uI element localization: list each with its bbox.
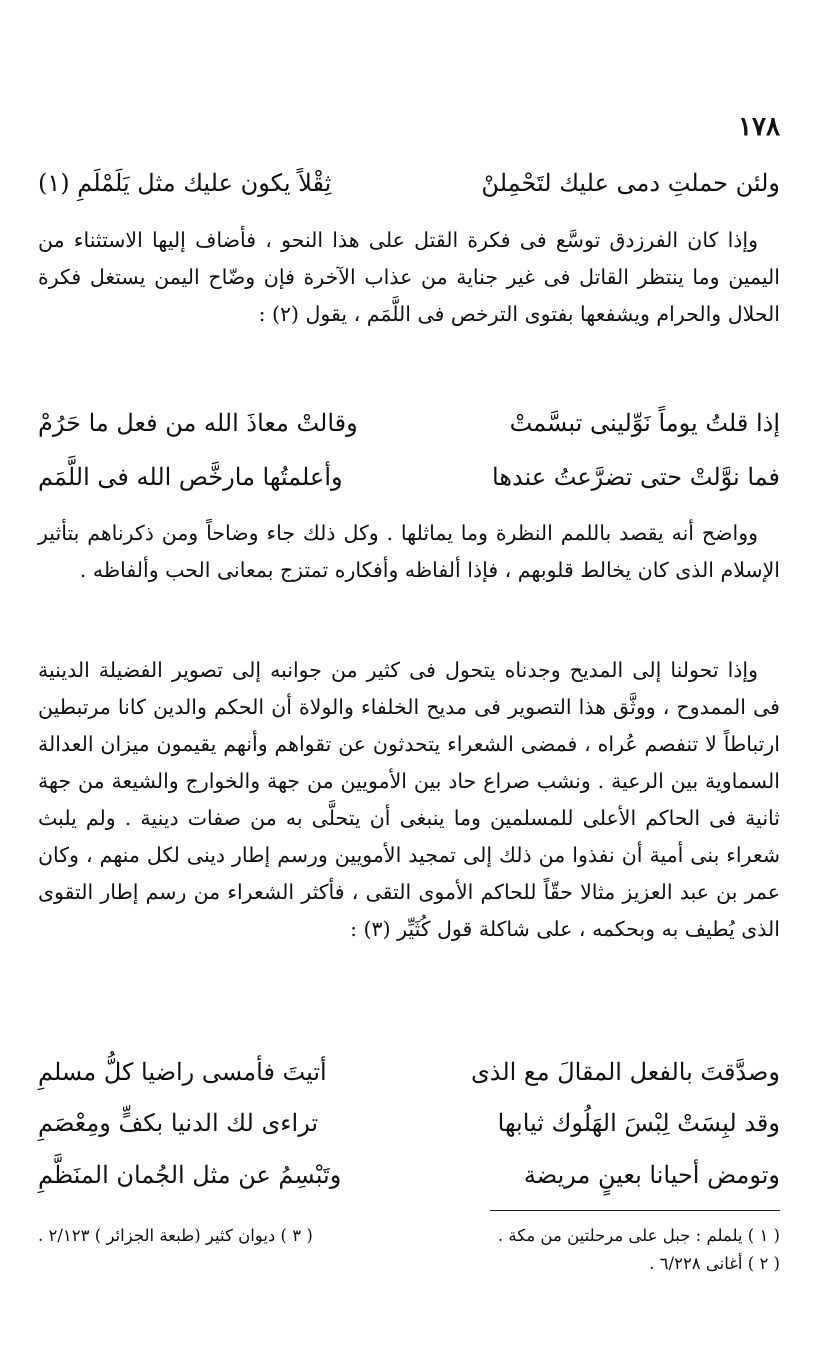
book-page	[38, 0, 780, 1363]
footnote-divider	[490, 1210, 780, 1211]
verse-hemistich-second: وتَبْسِمُ عن مثل الجُمان المنَظَّمِ	[38, 1161, 342, 1190]
verse-hemistich-first: إذا قلتُ يوماً نَوِّلينى تبسَّمتْ	[509, 409, 780, 438]
verse-line	[38, 158, 780, 210]
paragraph-text: وإذا تحولنا إلى المديح وجدناه يتحول فى كثير من جوانبه إلى تصوير الفضيلة الدينية فى الممدوح ، ووثَّق هذا التصوير فى مديح الخلفاء والولاة أن الحكم والدين كانا مرتبطين ارتباطاً لا تنفصم عُراه ، فمضى الشعراء يتحدثون عن تقواهم وأنهم يقيمون ميزان العدالة السماوية بين الرعية . ونشب صراع حاد بين الأمويين من جهة والخوارج والشيعة من جهة ثانية فى الحاكم الأعلى للمسلمين وما ينبغى أن يتحلَّى به من صفات دينية . ولم يلبث شعراء بنى أمية أن نفذوا من ذلك إلى تمجيد الأمويين ورسم إطار دينى لكل منهم ، وكان عمر بن عبد العزيز مثالا حقّاً للحاكم الأموى التقى ، فأكثر الشعراء من رسم إطار التقوى الذى يُطيف به وبحكمه ، على شاكلة قول كُثَيِّر (٣) :	[38, 658, 780, 941]
footnote-3: ( ٣ ) ديوان كثير (طبعة الجزائر ) ٢/١٢٣ .	[38, 1226, 313, 1245]
verse-hemistich-first: وتومض أحيانا بعينٍ مريضة	[523, 1161, 780, 1190]
verse-hemistich-second: وقالتْ معاذَ الله من فعل ما حَرُمْ	[38, 409, 358, 438]
verse-line	[38, 1150, 780, 1202]
verse-line	[38, 1047, 780, 1099]
verse-hemistich-first: فما نوَّلتْ حتى تضرَّعتُ عندها	[492, 463, 780, 492]
paragraph-1	[38, 222, 780, 333]
verse-hemistich-second: أتيتَ فأمسى راضيا كلُّ مسلمِ	[38, 1058, 327, 1087]
footnote-2: ( ٢ ) أغانى ٦/٢٢٨ .	[649, 1254, 780, 1273]
paragraph-text: وإذا كان الفرزدق توسَّع فى فكرة القتل على هذا النحو ، فأضاف إليها الاستثناء من اليمين وما ينتظر القاتل فى غير جناية من عذاب الآخرة فإن وضّاح اليمن يستغل فكرة الحلال والحرام ويشفعها بفتوى الترخص فى اللَّمَم ، يقول (٢) :	[38, 228, 780, 326]
page-number: ١٧٨	[738, 112, 780, 142]
paragraph-3	[38, 652, 780, 948]
paragraph-2	[38, 515, 780, 589]
verse-line	[38, 1098, 780, 1150]
verse-hemistich-first: وصدَّقتَ بالفعل المقالَ مع الذى	[470, 1058, 780, 1087]
footnote-1: ( ١ ) يلملم : جبل على مرحلتين من مكة .	[497, 1226, 780, 1245]
verse-line	[38, 398, 780, 450]
verse-hemistich-second: ثِقْلاً يكون عليك مثل يَلَمْلَمِ (١)	[38, 169, 332, 198]
paragraph-text: وواضح أنه يقصد باللمم النظرة وما يماثلها . وكل ذلك جاء وضاحاً ومن ذكرناهم بتأثير الإسلام الذى كان يخالط قلوبهم ، فإذا ألفاظه وأفكاره تمتزج بمعانى الحب وألفاظه .	[38, 521, 780, 582]
verse-hemistich-first: وقد لبِسَتْ لِبْسَ الهَلُوك ثيابها	[497, 1109, 780, 1138]
verse-hemistich-second: وأعلمتُها مارخَّص الله فى اللَّمَم	[38, 463, 343, 492]
verse-hemistich-second: تراءى لك الدنيا بكفٍّ ومِعْصَمِ	[38, 1109, 319, 1138]
verse-hemistich-first: ولئن حملتِ دمى عليك لتَحْمِلنْ	[481, 169, 780, 198]
verse-line	[38, 452, 780, 504]
